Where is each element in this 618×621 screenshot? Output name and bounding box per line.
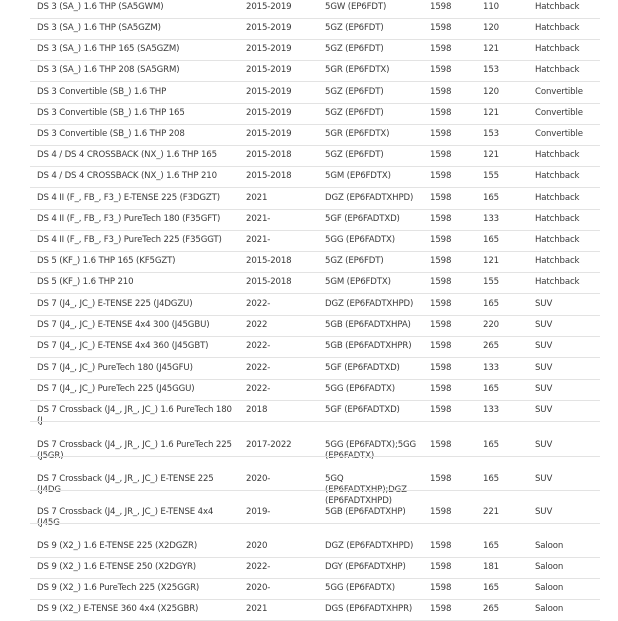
- body-type-cell: Hatchback: [535, 44, 580, 54]
- engine-code-cell: DGY (EP6FADTXHP): [325, 562, 406, 572]
- engine-code-cell: 5GZ (EP6FDT): [325, 150, 384, 160]
- table-row: [0, 165, 618, 187]
- engine-code-cell: 5GZ (EP6FDT): [325, 23, 384, 33]
- engine-code-cell: 5GZ (EP6FDT): [325, 256, 384, 266]
- model-cell: DS 4 / DS 4 CROSSBACK (NX_) 1.6 THP 165: [37, 150, 217, 160]
- power-cell: 165: [483, 474, 499, 484]
- engine-code-cell: 5GF (EP6FADTXD): [325, 214, 400, 224]
- engine-code-cell: DGZ (EP6FADTXHPD): [325, 193, 414, 203]
- model-cell: DS 3 (SA_) 1.6 THP (SA5GWM): [37, 2, 164, 12]
- engine-code-cell: 5GM (EP6FDTX): [325, 171, 391, 181]
- engine-code-cell: 5GG (EP6FADTX);5GG (EP6FADTX): [325, 440, 417, 461]
- model-cell: DS 7 Crossback (J4_, JR_, JC_) 1.6 PureTech 180 (J: [37, 405, 232, 426]
- engine-code-cell: 5GG (EP6FADTX): [325, 583, 395, 593]
- model-cell: DS 5 (KF_) 1.6 THP 165 (KF5GZT): [37, 256, 176, 266]
- body-type-cell: Hatchback: [535, 65, 580, 75]
- model-cell: DS 7 Crossback (J4_, JR_, JC_) E-TENSE 225 (J4DG: [37, 474, 214, 495]
- engine-code-cell: 5GB (EP6FADTXHPR): [325, 341, 412, 351]
- body-type-cell: SUV: [535, 320, 553, 330]
- body-type-cell: Convertible: [535, 108, 583, 118]
- years-cell: 2015-2019: [246, 108, 292, 118]
- model-cell: DS 7 Crossback (J4_, JR_, JC_) E-TENSE 4x4 (J45G: [37, 507, 214, 528]
- model-cell: DS 9 (X2_) 1.6 PureTech 225 (X25GGR): [37, 583, 200, 593]
- table-row: [0, 598, 618, 620]
- table-row: [0, 187, 618, 209]
- body-type-cell: SUV: [535, 384, 553, 394]
- engine-code-cell: 5GF (EP6FADTXD): [325, 405, 400, 415]
- engine-code-cell: DGZ (EP6FADTXHPD): [325, 541, 414, 551]
- model-cell: DS 9 (X2_) 1.6 E-TENSE 250 (X2DGYR): [37, 562, 196, 572]
- years-cell: 2021-: [246, 235, 271, 245]
- displacement-cell: 1598: [430, 320, 452, 330]
- power-cell: 181: [483, 562, 499, 572]
- table-row: [0, 434, 618, 461]
- years-cell: 2015-2019: [246, 87, 292, 97]
- body-type-cell: Convertible: [535, 129, 583, 139]
- years-cell: 2015-2019: [246, 44, 292, 54]
- body-type-cell: SUV: [535, 299, 553, 309]
- power-cell: 265: [483, 341, 499, 351]
- engine-code-cell: 5GZ (EP6FDT): [325, 87, 384, 97]
- body-type-cell: Hatchback: [535, 235, 580, 245]
- model-cell: DS 4 II (F_, FB_, F3_) PureTech 180 (F35GFT): [37, 214, 221, 224]
- table-row: [0, 271, 618, 293]
- power-cell: 153: [483, 129, 499, 139]
- displacement-cell: 1598: [430, 541, 452, 551]
- years-cell: 2020-: [246, 474, 271, 484]
- engine-code-cell: DGZ (EP6FADTXHPD): [325, 299, 414, 309]
- table-row: [0, 468, 618, 506]
- body-type-cell: SUV: [535, 474, 553, 484]
- years-cell: 2021: [246, 193, 268, 203]
- engine-code-cell: 5GB (EP6FADTXHP): [325, 507, 406, 517]
- years-cell: 2022-: [246, 384, 271, 394]
- years-cell: 2015-2019: [246, 129, 292, 139]
- displacement-cell: 1598: [430, 440, 452, 450]
- engine-code-cell: 5GQ (EP6FADTXHP);DGZ (EP6FADTXHPD): [325, 474, 407, 506]
- table-row: [0, 123, 618, 145]
- model-cell: DS 3 (SA_) 1.6 THP 208 (SA5GRM): [37, 65, 180, 75]
- model-cell: DS 7 Crossback (J4_, JR_, JC_) 1.6 PureTech 225 (J5GR): [37, 440, 232, 461]
- displacement-cell: 1598: [430, 562, 452, 572]
- power-cell: 220: [483, 320, 499, 330]
- power-cell: 110: [483, 2, 499, 12]
- displacement-cell: 1598: [430, 256, 452, 266]
- years-cell: 2015-2018: [246, 150, 292, 160]
- model-cell: DS 4 II (F_, FB_, F3_) PureTech 225 (F35GGT): [37, 235, 222, 245]
- years-cell: 2015-2018: [246, 256, 292, 266]
- model-cell: DS 7 (J4_, JC_) PureTech 225 (J45GGU): [37, 384, 195, 394]
- displacement-cell: 1598: [430, 171, 452, 181]
- displacement-cell: 1598: [430, 193, 452, 203]
- model-cell: DS 7 (J4_, JC_) PureTech 180 (J45GFU): [37, 363, 193, 373]
- body-type-cell: Convertible: [535, 87, 583, 97]
- power-cell: 155: [483, 171, 499, 181]
- power-cell: 120: [483, 87, 499, 97]
- displacement-cell: 1598: [430, 235, 452, 245]
- model-cell: DS 3 Convertible (SB_) 1.6 THP 208: [37, 129, 185, 139]
- power-cell: 165: [483, 541, 499, 551]
- model-cell: DS 3 Convertible (SB_) 1.6 THP 165: [37, 108, 185, 118]
- power-cell: 221: [483, 507, 499, 517]
- body-type-cell: Hatchback: [535, 2, 580, 12]
- years-cell: 2015-2018: [246, 171, 292, 181]
- model-cell: DS 3 (SA_) 1.6 THP 165 (SA5GZM): [37, 44, 180, 54]
- table-row: [0, 81, 618, 103]
- model-cell: DS 7 (J4_, JC_) E-TENSE 225 (J4DGZU): [37, 299, 193, 309]
- body-type-cell: Saloon: [535, 562, 564, 572]
- power-cell: 165: [483, 235, 499, 245]
- displacement-cell: 1598: [430, 150, 452, 160]
- table-row: [0, 501, 618, 528]
- displacement-cell: 1598: [430, 44, 452, 54]
- years-cell: 2022-: [246, 562, 271, 572]
- table-row: [0, 556, 618, 578]
- engine-code-cell: 5GB (EP6FADTXHPA): [325, 320, 411, 330]
- engine-code-cell: DGS (EP6FADTXHPR): [325, 604, 413, 614]
- body-type-cell: Hatchback: [535, 193, 580, 203]
- engine-code-cell: 5GM (EP6FDTX): [325, 277, 391, 287]
- model-cell: DS 3 (SA_) 1.6 THP (SA5GZM): [37, 23, 161, 33]
- engine-code-cell: 5GG (EP6FADTX): [325, 384, 395, 394]
- model-cell: DS 5 (KF_) 1.6 THP 210: [37, 277, 134, 287]
- table-row: [0, 399, 618, 426]
- displacement-cell: 1598: [430, 65, 452, 75]
- engine-code-cell: 5GW (EP6FDT): [325, 2, 387, 12]
- years-cell: 2022: [246, 320, 268, 330]
- body-type-cell: SUV: [535, 405, 553, 415]
- displacement-cell: 1598: [430, 384, 452, 394]
- years-cell: 2020: [246, 541, 268, 551]
- power-cell: 133: [483, 214, 499, 224]
- body-type-cell: Saloon: [535, 541, 564, 551]
- years-cell: 2015-2019: [246, 65, 292, 75]
- table-row: [0, 38, 618, 60]
- power-cell: 121: [483, 44, 499, 54]
- displacement-cell: 1598: [430, 474, 452, 484]
- model-cell: DS 4 II (F_, FB_, F3_) E-TENSE 225 (F3DGZT): [37, 193, 220, 203]
- table-row: [0, 102, 618, 124]
- body-type-cell: Saloon: [535, 583, 564, 593]
- displacement-cell: 1598: [430, 299, 452, 309]
- years-cell: 2018: [246, 405, 268, 415]
- years-cell: 2015-2019: [246, 2, 292, 12]
- years-cell: 2015-2019: [246, 23, 292, 33]
- power-cell: 121: [483, 256, 499, 266]
- power-cell: 165: [483, 299, 499, 309]
- table-row: [0, 293, 618, 315]
- engine-code-cell: 5GR (EP6FDTX): [325, 65, 390, 75]
- power-cell: 120: [483, 23, 499, 33]
- body-type-cell: Hatchback: [535, 150, 580, 160]
- years-cell: 2022-: [246, 299, 271, 309]
- engine-code-cell: 5GG (EP6FADTX): [325, 235, 395, 245]
- power-cell: 165: [483, 440, 499, 450]
- displacement-cell: 1598: [430, 363, 452, 373]
- power-cell: 153: [483, 65, 499, 75]
- power-cell: 121: [483, 108, 499, 118]
- table-row: [0, 208, 618, 230]
- body-type-cell: Hatchback: [535, 256, 580, 266]
- model-cell: DS 7 (J4_, JC_) E-TENSE 4x4 300 (J45GBU): [37, 320, 210, 330]
- body-type-cell: Hatchback: [535, 214, 580, 224]
- body-type-cell: Hatchback: [535, 277, 580, 287]
- displacement-cell: 1598: [430, 341, 452, 351]
- body-type-cell: Hatchback: [535, 23, 580, 33]
- body-type-cell: Saloon: [535, 604, 564, 614]
- years-cell: 2021-: [246, 214, 271, 224]
- table-row: [0, 535, 618, 557]
- table-row: [0, 0, 618, 18]
- displacement-cell: 1598: [430, 583, 452, 593]
- years-cell: 2019-: [246, 507, 271, 517]
- model-cell: DS 3 Convertible (SB_) 1.6 THP: [37, 87, 167, 97]
- model-cell: DS 9 (X2_) E-TENSE 360 4x4 (X25GBR): [37, 604, 199, 614]
- power-cell: 265: [483, 604, 499, 614]
- table-row: [0, 378, 618, 400]
- model-cell: DS 7 (J4_, JC_) E-TENSE 4x4 360 (J45GBT): [37, 341, 209, 351]
- years-cell: 2015-2018: [246, 277, 292, 287]
- engine-code-cell: 5GZ (EP6FDT): [325, 44, 384, 54]
- body-type-cell: Hatchback: [535, 171, 580, 181]
- displacement-cell: 1598: [430, 108, 452, 118]
- displacement-cell: 1598: [430, 214, 452, 224]
- displacement-cell: 1598: [430, 87, 452, 97]
- engine-code-cell: 5GR (EP6FDTX): [325, 129, 390, 139]
- years-cell: 2022-: [246, 341, 271, 351]
- model-cell: DS 4 / DS 4 CROSSBACK (NX_) 1.6 THP 210: [37, 171, 217, 181]
- power-cell: 121: [483, 150, 499, 160]
- body-type-cell: SUV: [535, 341, 553, 351]
- table-row: [0, 314, 618, 336]
- years-cell: 2017-2022: [246, 440, 292, 450]
- body-type-cell: SUV: [535, 440, 553, 450]
- years-cell: 2020-: [246, 583, 271, 593]
- power-cell: 133: [483, 363, 499, 373]
- model-cell: DS 9 (X2_) 1.6 E-TENSE 225 (X2DGZR): [37, 541, 198, 551]
- displacement-cell: 1598: [430, 2, 452, 12]
- displacement-cell: 1598: [430, 405, 452, 415]
- displacement-cell: 1598: [430, 23, 452, 33]
- power-cell: 155: [483, 277, 499, 287]
- power-cell: 133: [483, 405, 499, 415]
- power-cell: 165: [483, 193, 499, 203]
- table-row: [0, 357, 618, 379]
- displacement-cell: 1598: [430, 604, 452, 614]
- table-row: [0, 144, 618, 166]
- displacement-cell: 1598: [430, 277, 452, 287]
- body-type-cell: SUV: [535, 363, 553, 373]
- table-row: [0, 335, 618, 357]
- power-cell: 165: [483, 384, 499, 394]
- engine-code-cell: 5GF (EP6FADTXD): [325, 363, 400, 373]
- body-type-cell: SUV: [535, 507, 553, 517]
- power-cell: 165: [483, 583, 499, 593]
- years-cell: 2021: [246, 604, 268, 614]
- years-cell: 2022-: [246, 363, 271, 373]
- table-row: [0, 250, 618, 272]
- table-row: [0, 17, 618, 39]
- engine-code-cell: 5GZ (EP6FDT): [325, 108, 384, 118]
- displacement-cell: 1598: [430, 129, 452, 139]
- table-row: [0, 59, 618, 81]
- displacement-cell: 1598: [430, 507, 452, 517]
- table-row: [0, 229, 618, 251]
- table-row: [0, 577, 618, 599]
